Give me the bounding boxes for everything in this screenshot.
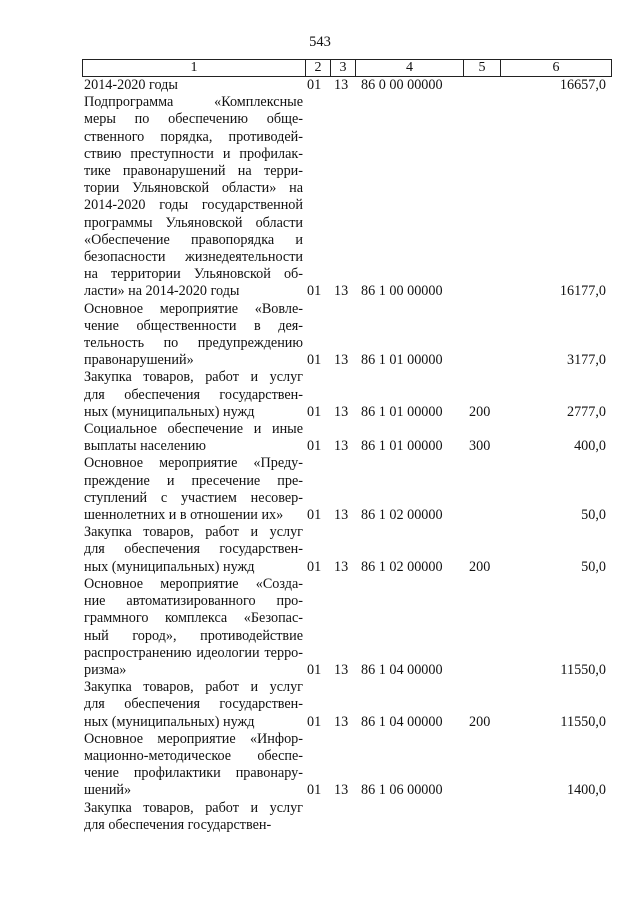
- table-row: [82, 679, 612, 731]
- row-description: [82, 524, 303, 576]
- description-line: 2014-2020 годы: [84, 77, 178, 93]
- row-section-code: 01: [307, 507, 322, 524]
- row-section-code: 01: [307, 352, 322, 369]
- table-row: [82, 77, 612, 94]
- row-subsection-code: 13: [334, 77, 349, 93]
- row-description: [82, 94, 303, 300]
- description-line: Основное мероприятие «Инфор-: [84, 730, 303, 747]
- description-line: ствию преступности и профилак-: [84, 145, 303, 162]
- description-line: граммного комплекса «Безопас-: [84, 610, 303, 627]
- header-col-3: 3: [331, 60, 356, 76]
- row-subsection-code: 13: [334, 713, 349, 730]
- table-row: [82, 800, 612, 834]
- description-line: Закупка товаров, работ и услуг: [84, 524, 303, 541]
- row-subsection-code: 13: [334, 507, 349, 524]
- description-line: чение общественности в дея-: [84, 317, 303, 334]
- description-line: мационно-методическое обеспе-: [84, 747, 303, 764]
- row-amount: 11550,0: [560, 713, 606, 730]
- table-row: [82, 301, 612, 370]
- row-description: [82, 77, 303, 94]
- description-line: Основное мероприятие «Преду-: [84, 455, 303, 472]
- description-line: распространению идеологии терро-: [84, 644, 303, 661]
- row-amount: 16177,0: [559, 283, 606, 300]
- row-target-article-code: 86 1 01 00000: [361, 438, 443, 455]
- row-subsection-code: 13: [334, 283, 349, 300]
- row-target-article-code: 86 1 06 00000: [361, 782, 443, 799]
- row-section-code: 01: [307, 403, 322, 420]
- description-line: ласти» на 2014-2020 годы: [84, 283, 240, 300]
- row-section-code: 01: [307, 77, 322, 93]
- description-line: ственного порядка, противодей-: [84, 128, 303, 145]
- row-description: [82, 800, 303, 834]
- description-line: Основное мероприятие «Вовле-: [84, 300, 303, 317]
- table-body: [82, 77, 612, 834]
- header-col-1: 1: [83, 60, 306, 76]
- description-line: «Обеспечение правопорядка и: [84, 231, 303, 248]
- header-col-6: 6: [552, 60, 560, 75]
- row-section-code: 01: [307, 558, 322, 575]
- header-col-4: 4: [356, 60, 464, 76]
- row-expense-type-code: 200: [469, 713, 491, 730]
- table-row: [82, 421, 612, 455]
- description-line: чение профилактики правонару-: [84, 765, 303, 782]
- row-amount: 16657,0: [559, 77, 606, 93]
- row-amount: 3177,0: [566, 352, 606, 369]
- page-number: 543: [309, 34, 331, 50]
- row-target-article-code: 86 1 02 00000: [361, 507, 443, 524]
- table-row: [82, 524, 612, 576]
- description-line: Основное мероприятие «Созда-: [84, 575, 303, 592]
- description-line: ние автоматизированного про-: [84, 593, 303, 610]
- row-subsection-code: 13: [334, 352, 349, 369]
- table-row: [82, 94, 612, 300]
- description-line: Закупка товаров, работ и услуг: [84, 679, 303, 696]
- description-line: ризма»: [84, 661, 127, 678]
- table-row: [82, 731, 612, 800]
- description-line: выплаты населению: [84, 438, 206, 455]
- row-target-article-code: 86 0 00 00000: [361, 77, 443, 93]
- row-section-code: 01: [307, 782, 322, 799]
- row-subsection-code: 13: [334, 558, 349, 575]
- row-subsection-code: 13: [334, 403, 349, 420]
- description-line: ных (муниципальных) нужд: [84, 403, 255, 420]
- description-line: на территории Ульяновской об-: [84, 266, 303, 283]
- row-target-article-code: 86 1 00 00000: [361, 283, 443, 300]
- description-line: для обеспечения государствен-: [84, 816, 272, 833]
- row-expense-type-code: 200: [469, 558, 491, 575]
- row-amount: 11550,0: [560, 661, 606, 678]
- description-line: Закупка товаров, работ и услуг: [84, 799, 303, 816]
- row-description: [82, 455, 303, 524]
- row-expense-type-code: 300: [469, 438, 491, 455]
- table-row: [82, 369, 612, 421]
- row-description: [82, 369, 303, 421]
- description-line: правонарушений»: [84, 352, 194, 369]
- row-description: [82, 421, 303, 455]
- description-line: преждение и пресечение пре-: [84, 472, 303, 489]
- row-description: [82, 576, 303, 679]
- row-target-article-code: 86 1 01 00000: [361, 352, 443, 369]
- row-amount: 50,0: [581, 558, 606, 575]
- row-expense-type-code: 200: [469, 403, 491, 420]
- description-line: меры по обеспечению обще-: [84, 111, 303, 128]
- description-line: шений»: [84, 782, 132, 799]
- description-line: ных (муниципальных) нужд: [84, 713, 255, 730]
- description-line: Закупка товаров, работ и услуг: [84, 369, 303, 386]
- row-amount: 2777,0: [566, 403, 606, 420]
- row-description: [82, 731, 303, 800]
- description-line: тории Ульяновской области» на: [84, 180, 303, 197]
- row-subsection-code: 13: [334, 661, 349, 678]
- row-section-code: 01: [307, 713, 322, 730]
- row-section-code: 01: [307, 661, 322, 678]
- row-subsection-code: 13: [334, 438, 349, 455]
- description-line: Подпрограмма «Комплексные: [84, 94, 303, 111]
- description-line: 2014-2020 годы государственной: [84, 197, 303, 214]
- table-row: [82, 576, 612, 679]
- description-line: шеннолетних и в отношении их»: [84, 507, 284, 524]
- row-section-code: 01: [307, 438, 322, 455]
- description-line: ный город», противодействие: [84, 627, 303, 644]
- row-section-code: 01: [307, 283, 322, 300]
- row-description: [82, 679, 303, 731]
- description-line: для обеспечения государствен-: [84, 696, 303, 713]
- row-target-article-code: 86 1 04 00000: [361, 713, 443, 730]
- row-amount: 50,0: [581, 507, 606, 524]
- description-line: ных (муниципальных) нужд: [84, 558, 255, 575]
- description-line: для обеспечения государствен-: [84, 386, 303, 403]
- row-target-article-code: 86 1 04 00000: [361, 661, 443, 678]
- row-amount: 1400,0: [566, 782, 606, 799]
- row-description: [82, 301, 303, 370]
- header-col-5: 5: [464, 60, 501, 76]
- description-line: безопасности жизнедеятельности: [84, 249, 303, 266]
- row-amount: 400,0: [574, 438, 606, 455]
- description-line: ступлений с участием несовер-: [84, 489, 303, 506]
- description-line: программы Ульяновской области: [84, 214, 303, 231]
- row-subsection-code: 13: [334, 782, 349, 799]
- header-col-2: 2: [306, 60, 331, 76]
- description-line: тике правонарушений на терри-: [84, 163, 303, 180]
- row-target-article-code: 86 1 02 00000: [361, 558, 443, 575]
- description-line: Социальное обеспечение и иные: [84, 421, 303, 438]
- table-row: [82, 455, 612, 524]
- description-line: тельность по предупреждению: [84, 335, 303, 352]
- row-target-article-code: 86 1 01 00000: [361, 403, 443, 420]
- description-line: для обеспечения государствен-: [84, 541, 303, 558]
- table-header: [82, 59, 612, 77]
